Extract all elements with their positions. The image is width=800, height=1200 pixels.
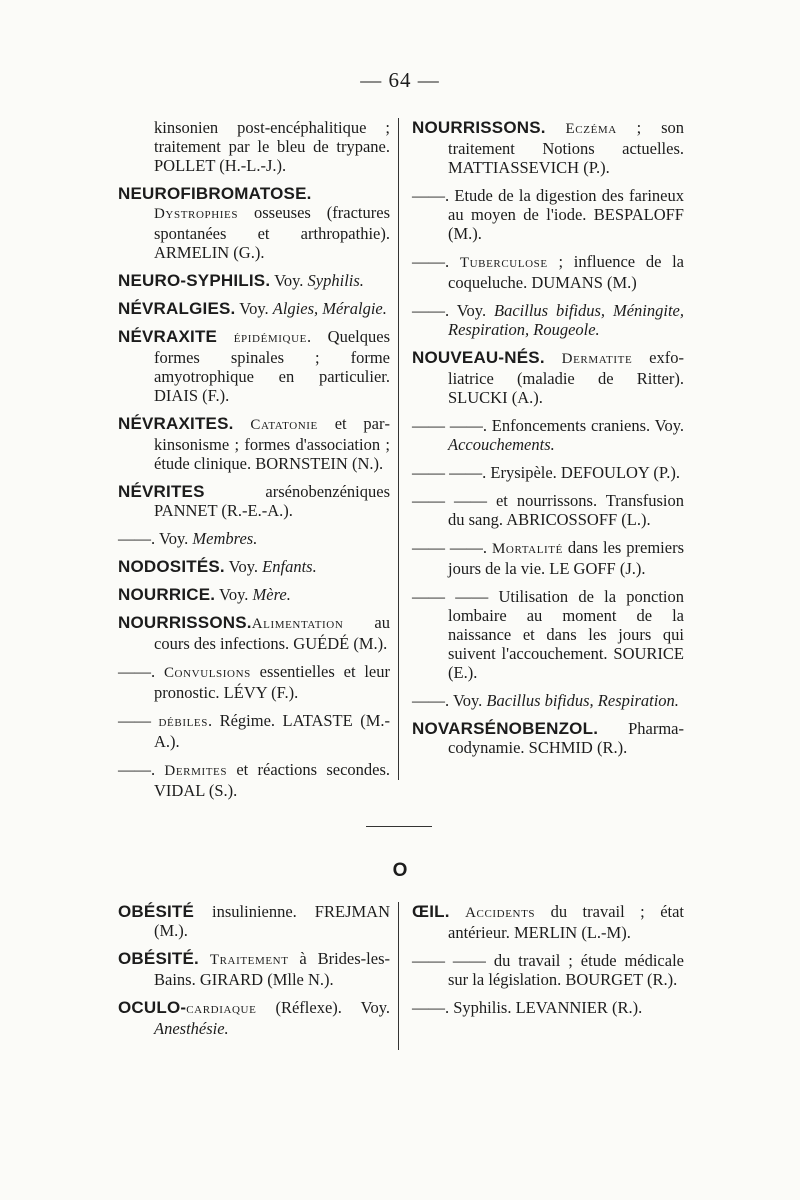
entry-text: ——. Voy. [412, 301, 495, 320]
entry-text: Voy. [270, 271, 308, 290]
entry-text: ——. Voy. [118, 529, 193, 548]
index-entry [118, 760, 390, 800]
entry-subject: Eczéma [565, 121, 617, 137]
entry-headword: OCULO- [118, 998, 187, 1017]
entry-text: Voy. [224, 557, 263, 576]
index-entry [412, 252, 684, 292]
entry-subject: Catatonie [250, 417, 318, 433]
entry-subject: Accidents [465, 905, 536, 921]
entry-headword: NODOSITÉS. [118, 557, 225, 576]
entry-text: . Quelques formes spinales ; forme amyotrophique en particulier. DIAIS (F.). [154, 327, 390, 405]
index-entry [412, 463, 684, 482]
index-entry [412, 902, 684, 942]
entry-subject: Mortalité [491, 541, 563, 557]
index-entry [412, 587, 684, 682]
entry-cross-reference: Membres. [192, 529, 258, 548]
index-entry [118, 613, 390, 653]
entry-cross-reference: Syphilis. [307, 271, 364, 290]
entry-headword: ŒIL. [412, 902, 450, 921]
entry-text: essentielles et leur pronostic. LÉVY (F.). [154, 662, 390, 702]
index-entry [118, 184, 390, 262]
entry-text [234, 414, 251, 433]
entry-text: ——. Etude de la digestion des farineux au moyen de l'iode. BESPALOFF (M.). [412, 186, 684, 243]
entry-text [217, 327, 234, 346]
entry-text: dans les premiers jours de la vie. LE GOFF (J.). [448, 538, 684, 578]
column-divider-top [398, 118, 399, 780]
entry-cross-reference: Mère. [252, 585, 291, 604]
entry-subject: Dermites [164, 763, 228, 779]
entry-text [199, 949, 210, 968]
entry-text: . Régime. LATASTE (M.-A.). [154, 711, 391, 751]
index-entry [118, 949, 390, 989]
index-entry [118, 902, 390, 940]
entry-text: du travail ; état antérieur. MERLIN (L.-M). [448, 902, 685, 942]
entry-text: —— —— et nourrissons. Transfusion du sang. ABRICOSSOFF (L.). [412, 491, 684, 529]
entry-subject: cardiaque [186, 1001, 257, 1017]
index-entry [118, 585, 390, 604]
entry-cross-reference: Bacillus bifidus, Méningite, Respiration, Rougeole. [448, 301, 684, 339]
index-entry [412, 118, 684, 177]
entry-text: osseuses (fractures spontanées et arthropathie). ARMELIN (G.). [154, 203, 390, 262]
index-column-top-right [412, 118, 684, 766]
entry-subject: Traitement [209, 952, 289, 968]
entry-text: et réactions secondes. VIDAL (S.). [154, 760, 391, 800]
entry-headword: NÉVRALGIES. [118, 299, 236, 318]
entry-text [546, 118, 566, 137]
entry-cross-reference: Algies, Méralgie. [272, 299, 387, 318]
entry-subject: Alimentation [251, 616, 344, 632]
entry-text [450, 902, 465, 921]
index-entry [412, 186, 684, 243]
entry-text: Voy. [215, 585, 253, 604]
entry-text: ——. [412, 252, 460, 271]
index-column-bottom-left [118, 902, 390, 1047]
entry-text: —— ——. [412, 538, 492, 557]
section-separator [366, 826, 432, 827]
entry-text: exfoliatrice (maladie de Ritter). SLUCKI (A.). [448, 348, 684, 407]
index-entry [118, 271, 390, 290]
entry-text: à Brides-les-Bains. GIRARD (Mlle N.). [154, 949, 390, 989]
index-entry [412, 348, 684, 407]
entry-text [545, 348, 562, 367]
index-entry [118, 414, 390, 473]
entry-headword: NOVARSÉNOBENZOL. [412, 719, 599, 738]
entry-headword: NEUROFIBROMATOSE. [118, 184, 312, 203]
entry-headword: OBÉSITÉ [118, 902, 195, 921]
index-entry [118, 557, 390, 576]
index-entry [118, 998, 390, 1038]
index-entry [118, 299, 390, 318]
entry-headword: OBÉSITÉ. [118, 949, 199, 968]
entry-text: ——. Voy. [412, 691, 487, 710]
index-entry [412, 491, 684, 529]
entry-text: ; son traitement Notions actuelles. MATTIASSEVICH (P.). [448, 118, 684, 177]
entry-text: Pharmacodynamie. SCHMID (R.). [448, 719, 684, 757]
entry-text: —— [118, 711, 159, 730]
entry-headword: NÉVRAXITES. [118, 414, 234, 433]
index-entry [118, 482, 390, 520]
entry-cross-reference: Enfants. [262, 557, 317, 576]
index-entry [412, 416, 684, 454]
entry-cross-reference: Bacillus bifidus, Respiration. [486, 691, 679, 710]
entry-text: —— ——. Enfoncements craniens. Voy. [412, 416, 684, 435]
entry-cross-reference: Anesthésie. [154, 1019, 229, 1038]
entry-subject: débiles [158, 714, 208, 730]
entry-text: (Réflexe). Voy. [256, 998, 390, 1017]
index-entry [118, 711, 390, 751]
index-entry [412, 691, 684, 710]
page-number: — 64 — [360, 68, 440, 92]
index-entry [412, 719, 684, 757]
entry-headword: NÉVRITES [118, 482, 205, 501]
entry-text: ——. [118, 760, 165, 779]
entry-text: kinsonien post-encéphalitique ; traitement par le bleu de trypane. POLLET (H.-L.-J.). [154, 118, 390, 175]
entry-subject: Convulsions [163, 665, 251, 681]
entry-text: —— ——. Erysipèle. DEFOULOY (P.). [412, 463, 680, 482]
index-entry [412, 951, 684, 989]
entry-text: au cours des infections. GUÉDÉ (M.). [154, 613, 390, 653]
index-entry [412, 301, 684, 339]
index-entry [118, 327, 390, 405]
entry-text: —— —— Utilisation de la ponction lombaire au moment de la naissance et dans les jours qui suivent l'accouchement. SOURICE (E.). [412, 587, 684, 682]
entry-text: et parkinsonisme ; formes d'association ; étude clinique. BORNSTEIN (N.). [154, 414, 390, 473]
index-entry [412, 998, 684, 1017]
entry-headword: NOURRICE. [118, 585, 216, 604]
entry-subject: Dermatite [561, 351, 633, 367]
index-entry [118, 529, 390, 548]
index-column-top-left [118, 118, 390, 809]
index-entry [118, 662, 390, 702]
entry-subject: Dystrophies [154, 206, 239, 222]
entry-text: arsénobenzéniques PANNET (R.-E.-A.). [154, 482, 390, 520]
entry-text: ; influence de la coqueluche. DUMANS (M.) [448, 252, 685, 292]
entry-subject: épidémique [233, 330, 307, 346]
entry-text: Voy. [235, 299, 273, 318]
entry-cross-reference: Accouchements. [448, 435, 555, 454]
section-letter: O [392, 860, 408, 881]
index-column-bottom-right [412, 902, 684, 1026]
entry-headword: NÉVRAXITE [118, 327, 218, 346]
entry-text: —— —— du travail ; étude médicale sur la législation. BOURGET (R.). [412, 951, 684, 989]
entry-headword: NOURRISSONS. [412, 118, 546, 137]
entry-text: ——. Syphilis. LEVANNIER (R.). [412, 998, 643, 1017]
entry-text: insulinienne. FREJMAN (M.). [154, 902, 390, 940]
entry-headword: NOUVEAU-NÉS. [412, 348, 545, 367]
entry-text: ——. [118, 662, 164, 681]
entry-headword: NEURO-SYPHILIS. [118, 271, 271, 290]
index-entry [412, 538, 684, 578]
column-divider-bottom [398, 902, 399, 1050]
index-entry [118, 118, 390, 175]
entry-headword: NOURRISSONS. [118, 613, 252, 632]
entry-subject: Tuberculose [459, 255, 548, 271]
